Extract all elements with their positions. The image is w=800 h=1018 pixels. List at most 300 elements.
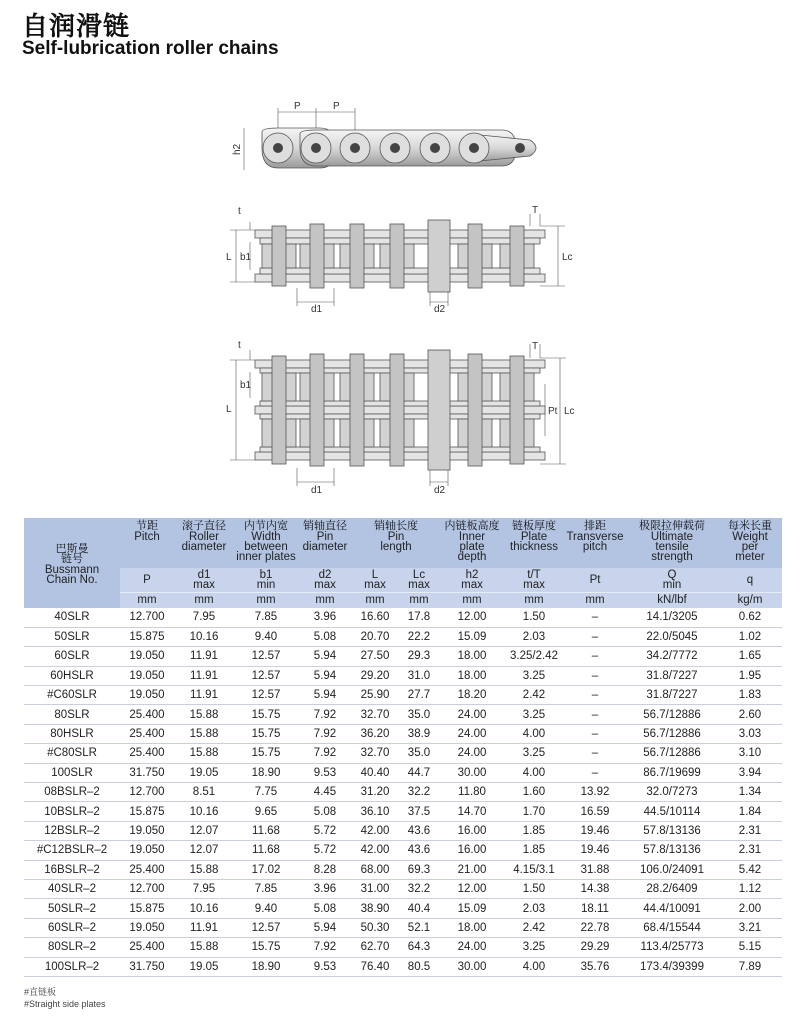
table-cell: 15.09 <box>440 899 504 918</box>
table-cell: 34.2/7772 <box>626 647 718 666</box>
table-cell: 38.9 <box>398 724 440 743</box>
label-d1-double: d1 <box>311 485 323 496</box>
chain-model-cell: 40SLR <box>24 608 120 627</box>
table-cell: 1.02 <box>718 627 782 646</box>
label-b1-double: b1 <box>240 380 252 391</box>
table-cell: – <box>564 608 626 627</box>
table-cell: 11.68 <box>234 821 298 840</box>
table-cell: 18.90 <box>234 957 298 976</box>
table-cell: – <box>564 763 626 782</box>
table-cell: 5.08 <box>298 627 352 646</box>
chain-model-cell: 100SLR–2 <box>24 957 120 976</box>
chain-model-cell: 40SLR–2 <box>24 879 120 898</box>
table-cell: 12.00 <box>440 879 504 898</box>
table-cell: 35.0 <box>398 705 440 724</box>
table-cell: 10.16 <box>174 802 234 821</box>
table-cell: 29.29 <box>564 938 626 957</box>
table-cell: 15.75 <box>234 938 298 957</box>
table-cell: 15.75 <box>234 705 298 724</box>
table-cell: 44.4/10091 <box>626 899 718 918</box>
table-cell: 1.85 <box>504 821 564 840</box>
table-cell: 1.34 <box>718 783 782 802</box>
label-pitch-1: P <box>294 101 301 112</box>
table-cell: 7.85 <box>234 879 298 898</box>
table-cell: 19.46 <box>564 821 626 840</box>
header-cn: 每米长重 <box>728 519 772 532</box>
label-T-top: T <box>532 205 539 216</box>
header-en: Pitch <box>134 531 160 543</box>
chain-model-cell: 08BSLR–2 <box>24 783 120 802</box>
table-cell: 31.0 <box>398 666 440 685</box>
table-cell: 3.25 <box>504 938 564 957</box>
table-cell: 4.15/3.1 <box>504 860 564 879</box>
table-cell: 76.40 <box>352 957 398 976</box>
table-cell: 22.78 <box>564 918 626 937</box>
table-cell: 19.050 <box>120 686 174 705</box>
chain-model-cell: 60SLR–2 <box>24 918 120 937</box>
table-cell: 12.07 <box>174 821 234 840</box>
table-cell: 28.2/6409 <box>626 879 718 898</box>
header-col <box>352 518 440 568</box>
table-cell: 7.95 <box>174 879 234 898</box>
table-cell: 31.20 <box>352 783 398 802</box>
table-cell: 68.4/15544 <box>626 918 718 937</box>
table-cell: 14.38 <box>564 879 626 898</box>
table-cell: 19.46 <box>564 841 626 860</box>
table-cell: 18.00 <box>440 647 504 666</box>
table-cell: 1.60 <box>504 783 564 802</box>
chain-model-cell: 60SLR <box>24 647 120 666</box>
table-cell: 12.07 <box>174 841 234 860</box>
table-cell: 12.57 <box>234 918 298 937</box>
chain-model-cell: 100SLR <box>24 763 120 782</box>
table-cell: 15.875 <box>120 899 174 918</box>
chain-model-cell: 50SLR–2 <box>24 899 120 918</box>
table-row <box>24 938 782 957</box>
footnote-en: #Straight side plates <box>24 999 106 1009</box>
header-en: Transverse pitch <box>566 531 624 553</box>
table-cell: 2.31 <box>718 821 782 840</box>
header-chain-no <box>24 518 120 608</box>
table-cell: 14.1/3205 <box>626 608 718 627</box>
table-cell: 64.3 <box>398 938 440 957</box>
table-row <box>24 957 782 976</box>
table-cell: 5.94 <box>298 666 352 685</box>
header-col <box>440 518 504 568</box>
table-row <box>24 860 782 879</box>
table-cell: 7.75 <box>234 783 298 802</box>
table-cell: 5.08 <box>298 802 352 821</box>
table-cell: 5.94 <box>298 647 352 666</box>
symbol-cell: t/T max <box>504 568 564 592</box>
table-cell: 19.050 <box>120 647 174 666</box>
table-cell: 15.09 <box>440 627 504 646</box>
table-cell: 2.00 <box>718 899 782 918</box>
table-cell: 18.11 <box>564 899 626 918</box>
table-cell: 43.6 <box>398 841 440 860</box>
table-cell: 56.7/12886 <box>626 744 718 763</box>
table-cell: 106.0/24091 <box>626 860 718 879</box>
symbol-cell: Lc max <box>398 568 440 592</box>
table-cell: 15.88 <box>174 938 234 957</box>
table-cell: 15.88 <box>174 705 234 724</box>
table-cell: 2.03 <box>504 627 564 646</box>
table-cell: 10.16 <box>174 627 234 646</box>
table-cell: 42.00 <box>352 821 398 840</box>
table-cell: 32.70 <box>352 744 398 763</box>
table-row <box>24 841 782 860</box>
table-cell: 1.50 <box>504 879 564 898</box>
table-cell: 1.84 <box>718 802 782 821</box>
table-cell: 18.00 <box>440 918 504 937</box>
table-row <box>24 627 782 646</box>
symbol-cell: b1 min <box>234 568 298 592</box>
table-cell: 22.0/5045 <box>626 627 718 646</box>
chain-spec-table <box>24 518 782 977</box>
table-cell: 1.50 <box>504 608 564 627</box>
table-cell: 8.28 <box>298 860 352 879</box>
table-row <box>24 705 782 724</box>
table-cell: 18.20 <box>440 686 504 705</box>
table-cell: 57.8/13136 <box>626 841 718 860</box>
table-cell: 7.92 <box>298 705 352 724</box>
unit-cell: mm <box>234 592 298 608</box>
table-cell: 1.83 <box>718 686 782 705</box>
label-L-single: L <box>226 252 232 263</box>
table-cell: 31.8/7227 <box>626 666 718 685</box>
unit-cell: mm <box>564 592 626 608</box>
unit-cell: kg/m <box>718 592 782 608</box>
table-cell: 2.03 <box>504 899 564 918</box>
table-cell: 7.92 <box>298 744 352 763</box>
table-cell: – <box>564 666 626 685</box>
table-cell: 2.42 <box>504 686 564 705</box>
table-cell: 1.85 <box>504 841 564 860</box>
page-title-en: Self-lubrication roller chains <box>22 38 279 59</box>
table-row <box>24 821 782 840</box>
table-cell: 31.750 <box>120 763 174 782</box>
chain-model-cell: 80SLR–2 <box>24 938 120 957</box>
table-cell: 19.050 <box>120 918 174 937</box>
table-cell: 24.00 <box>440 705 504 724</box>
chain-model-cell: 16BSLR–2 <box>24 860 120 879</box>
table-cell: 35.76 <box>564 957 626 976</box>
table-cell: 3.25 <box>504 705 564 724</box>
header-col <box>120 518 174 568</box>
table-cell: 16.60 <box>352 608 398 627</box>
table-cell: 5.94 <box>298 686 352 705</box>
header-cn: 链板厚度 <box>512 519 556 532</box>
table-cell: 31.750 <box>120 957 174 976</box>
chain-top-view-double-drawing <box>0 340 800 500</box>
table-row <box>24 918 782 937</box>
unit-cell: kN/lbf <box>626 592 718 608</box>
header-en: Weight per meter <box>732 531 768 563</box>
symbol-cell: L max <box>352 568 398 592</box>
header-col <box>504 518 564 568</box>
header-chain-no-en: Bussmann Chain No. <box>44 564 100 586</box>
label-pitch-2: P <box>333 101 340 112</box>
table-cell: 24.00 <box>440 744 504 763</box>
chain-model-cell: 60HSLR <box>24 666 120 685</box>
table-cell: 16.00 <box>440 821 504 840</box>
table-cell: 25.400 <box>120 724 174 743</box>
header-col <box>234 518 298 568</box>
table-cell: 80.5 <box>398 957 440 976</box>
unit-cell: mm <box>120 592 174 608</box>
symbol-cell: Q min <box>626 568 718 592</box>
table-cell: 11.91 <box>174 647 234 666</box>
header-en: Width between inner plates <box>236 531 296 563</box>
table-cell: 50.30 <box>352 918 398 937</box>
table-cell: 15.875 <box>120 627 174 646</box>
table-cell: 16.59 <box>564 802 626 821</box>
table-cell: 3.96 <box>298 608 352 627</box>
table-cell: 20.70 <box>352 627 398 646</box>
table-cell: 13.92 <box>564 783 626 802</box>
table-cell: 44.7 <box>398 763 440 782</box>
header-col <box>626 518 718 568</box>
table-cell: 43.6 <box>398 821 440 840</box>
header-en: Inner plate depth <box>457 531 487 563</box>
table-cell: 30.00 <box>440 763 504 782</box>
table-cell: – <box>564 627 626 646</box>
symbol-cell: h2 max <box>440 568 504 592</box>
header-cn: 销轴长度 <box>374 519 418 532</box>
table-cell: 1.12 <box>718 879 782 898</box>
header-cn: 滚子直径 <box>182 519 226 532</box>
label-d2-single: d2 <box>434 304 446 315</box>
table-cell: 9.65 <box>234 802 298 821</box>
table-cell: 31.88 <box>564 860 626 879</box>
footnote-cn: #直链板 <box>24 987 57 997</box>
header-cn: 节距 <box>136 519 158 532</box>
unit-cell: mm <box>298 592 352 608</box>
table-cell: 27.50 <box>352 647 398 666</box>
table-cell: 9.53 <box>298 957 352 976</box>
table-cell: 32.2 <box>398 783 440 802</box>
table-cell: 40.40 <box>352 763 398 782</box>
table-cell: 113.4/25773 <box>626 938 718 957</box>
chain-top-view-single-drawing <box>0 200 800 315</box>
table-cell: 7.89 <box>718 957 782 976</box>
table-cell: 40.4 <box>398 899 440 918</box>
header-cn: 销轴直径 <box>303 519 347 532</box>
table-cell: 5.08 <box>298 899 352 918</box>
table-cell: 29.3 <box>398 647 440 666</box>
table-row <box>24 666 782 685</box>
table-row <box>24 899 782 918</box>
table-cell: 3.25/2.42 <box>504 647 564 666</box>
table-cell: 2.60 <box>718 705 782 724</box>
table-cell: 19.050 <box>120 666 174 685</box>
table-cell: 12.700 <box>120 783 174 802</box>
symbol-cell: d1 max <box>174 568 234 592</box>
label-b1-single: b1 <box>240 252 252 263</box>
header-cn: 内链板高度 <box>444 519 500 532</box>
table-cell: 36.10 <box>352 802 398 821</box>
table-cell: 11.80 <box>440 783 504 802</box>
table-cell: 32.2 <box>398 879 440 898</box>
table-cell: 15.88 <box>174 744 234 763</box>
unit-cell: mm <box>440 592 504 608</box>
header-chain-no-cn: 巴斯曼 链号 <box>55 542 89 565</box>
label-d1-single: d1 <box>311 304 323 315</box>
table-cell: 30.00 <box>440 957 504 976</box>
table-cell: 19.05 <box>174 763 234 782</box>
unit-cell: mm <box>352 592 398 608</box>
header-col <box>718 518 782 568</box>
table-cell: 173.4/39399 <box>626 957 718 976</box>
symbol-cell: P <box>120 568 174 592</box>
table-cell: 5.15 <box>718 938 782 957</box>
table-cell: 25.400 <box>120 705 174 724</box>
table-cell: 10.16 <box>174 899 234 918</box>
table-cell: 19.050 <box>120 821 174 840</box>
chain-model-cell: #C60SLR <box>24 686 120 705</box>
chain-model-cell: 12BSLR–2 <box>24 821 120 840</box>
unit-cell: mm <box>398 592 440 608</box>
table-cell: 27.7 <box>398 686 440 705</box>
table-cell: 1.95 <box>718 666 782 685</box>
table-row <box>24 879 782 898</box>
table-cell: 15.75 <box>234 724 298 743</box>
header-en: Pin length <box>380 531 412 553</box>
table-cell: 7.92 <box>298 938 352 957</box>
table-cell: 9.40 <box>234 627 298 646</box>
table-cell: 29.20 <box>352 666 398 685</box>
footnotes <box>24 986 106 1010</box>
table-cell: – <box>564 744 626 763</box>
table-cell: 24.00 <box>440 938 504 957</box>
table-cell: – <box>564 705 626 724</box>
table-row <box>24 744 782 763</box>
table-cell: 0.62 <box>718 608 782 627</box>
table-cell: 24.00 <box>440 724 504 743</box>
table-cell: 32.0/7273 <box>626 783 718 802</box>
label-L-double: L <box>226 404 232 415</box>
page-title-cn: 自润滑链 <box>22 12 131 42</box>
table-cell: 37.5 <box>398 802 440 821</box>
table-cell: 12.57 <box>234 647 298 666</box>
header-en: Pin diameter <box>302 531 348 553</box>
header-col <box>174 518 234 568</box>
header-cn: 排距 <box>584 519 606 532</box>
chain-model-cell: 80SLR <box>24 705 120 724</box>
label-h2: h2 <box>232 143 243 155</box>
table-cell: 14.70 <box>440 802 504 821</box>
table-cell: 18.00 <box>440 666 504 685</box>
header-en: Roller diameter <box>181 531 227 553</box>
table-cell: 21.00 <box>440 860 504 879</box>
table-cell: 2.42 <box>504 918 564 937</box>
table-cell: 4.00 <box>504 957 564 976</box>
table-cell: 31.8/7227 <box>626 686 718 705</box>
table-cell: 3.96 <box>298 879 352 898</box>
table-cell: 68.00 <box>352 860 398 879</box>
table-cell: 86.7/19699 <box>626 763 718 782</box>
table-cell: 4.00 <box>504 724 564 743</box>
table-row <box>24 686 782 705</box>
table-cell: 7.95 <box>174 608 234 627</box>
table-cell: 31.00 <box>352 879 398 898</box>
unit-cell: mm <box>174 592 234 608</box>
table-cell: 3.25 <box>504 666 564 685</box>
table-row <box>24 608 782 627</box>
symbol-cell: q <box>718 568 782 592</box>
table-cell: 25.90 <box>352 686 398 705</box>
header-en: Ultimate tensile strength <box>650 531 694 563</box>
table-cell: 25.400 <box>120 744 174 763</box>
table-cell: – <box>564 724 626 743</box>
table-cell: 12.00 <box>440 608 504 627</box>
label-T-double: T <box>532 341 539 352</box>
table-cell: 3.21 <box>718 918 782 937</box>
table-cell: 1.65 <box>718 647 782 666</box>
table-cell: 4.00 <box>504 763 564 782</box>
table-cell: 36.20 <box>352 724 398 743</box>
table-cell: 25.400 <box>120 938 174 957</box>
header-col <box>298 518 352 568</box>
table-cell: 5.72 <box>298 821 352 840</box>
table-cell: 2.31 <box>718 841 782 860</box>
table-cell: 56.7/12886 <box>626 724 718 743</box>
table-cell: 1.70 <box>504 802 564 821</box>
label-Lc-double: Lc <box>564 406 575 417</box>
table-cell: 56.7/12886 <box>626 705 718 724</box>
table-cell: 35.0 <box>398 744 440 763</box>
table-cell: 38.90 <box>352 899 398 918</box>
table-row <box>24 802 782 821</box>
table-cell: 44.5/10114 <box>626 802 718 821</box>
header-cn: 内节内宽 <box>244 519 288 532</box>
table-cell: 12.57 <box>234 686 298 705</box>
table-cell: 19.05 <box>174 957 234 976</box>
table-cell: 52.1 <box>398 918 440 937</box>
table-cell: 15.88 <box>174 860 234 879</box>
table-cell: 3.10 <box>718 744 782 763</box>
table-row <box>24 724 782 743</box>
chain-side-view-drawing <box>0 92 800 182</box>
table-cell: 17.02 <box>234 860 298 879</box>
label-t-top: t <box>238 206 241 217</box>
table-cell: 18.90 <box>234 763 298 782</box>
table-row <box>24 647 782 666</box>
table-cell: 3.03 <box>718 724 782 743</box>
table-cell: 11.91 <box>174 666 234 685</box>
table-cell: 12.57 <box>234 666 298 685</box>
table-row <box>24 783 782 802</box>
table-cell: 8.51 <box>174 783 234 802</box>
header-col <box>564 518 626 568</box>
table-cell: 15.75 <box>234 744 298 763</box>
symbol-cell: d2 max <box>298 568 352 592</box>
table-cell: – <box>564 647 626 666</box>
unit-cell: mm <box>504 592 564 608</box>
table-cell: 4.45 <box>298 783 352 802</box>
header-en: Plate thickness <box>510 531 558 553</box>
table-cell: 16.00 <box>440 841 504 860</box>
chain-model-cell: 10BSLR–2 <box>24 802 120 821</box>
table-cell: 3.25 <box>504 744 564 763</box>
chain-model-cell: 80HSLR <box>24 724 120 743</box>
table-cell: 3.94 <box>718 763 782 782</box>
table-cell: 15.875 <box>120 802 174 821</box>
table-cell: 7.85 <box>234 608 298 627</box>
table-cell: 5.72 <box>298 841 352 860</box>
table-cell: 11.68 <box>234 841 298 860</box>
table-cell: 7.92 <box>298 724 352 743</box>
